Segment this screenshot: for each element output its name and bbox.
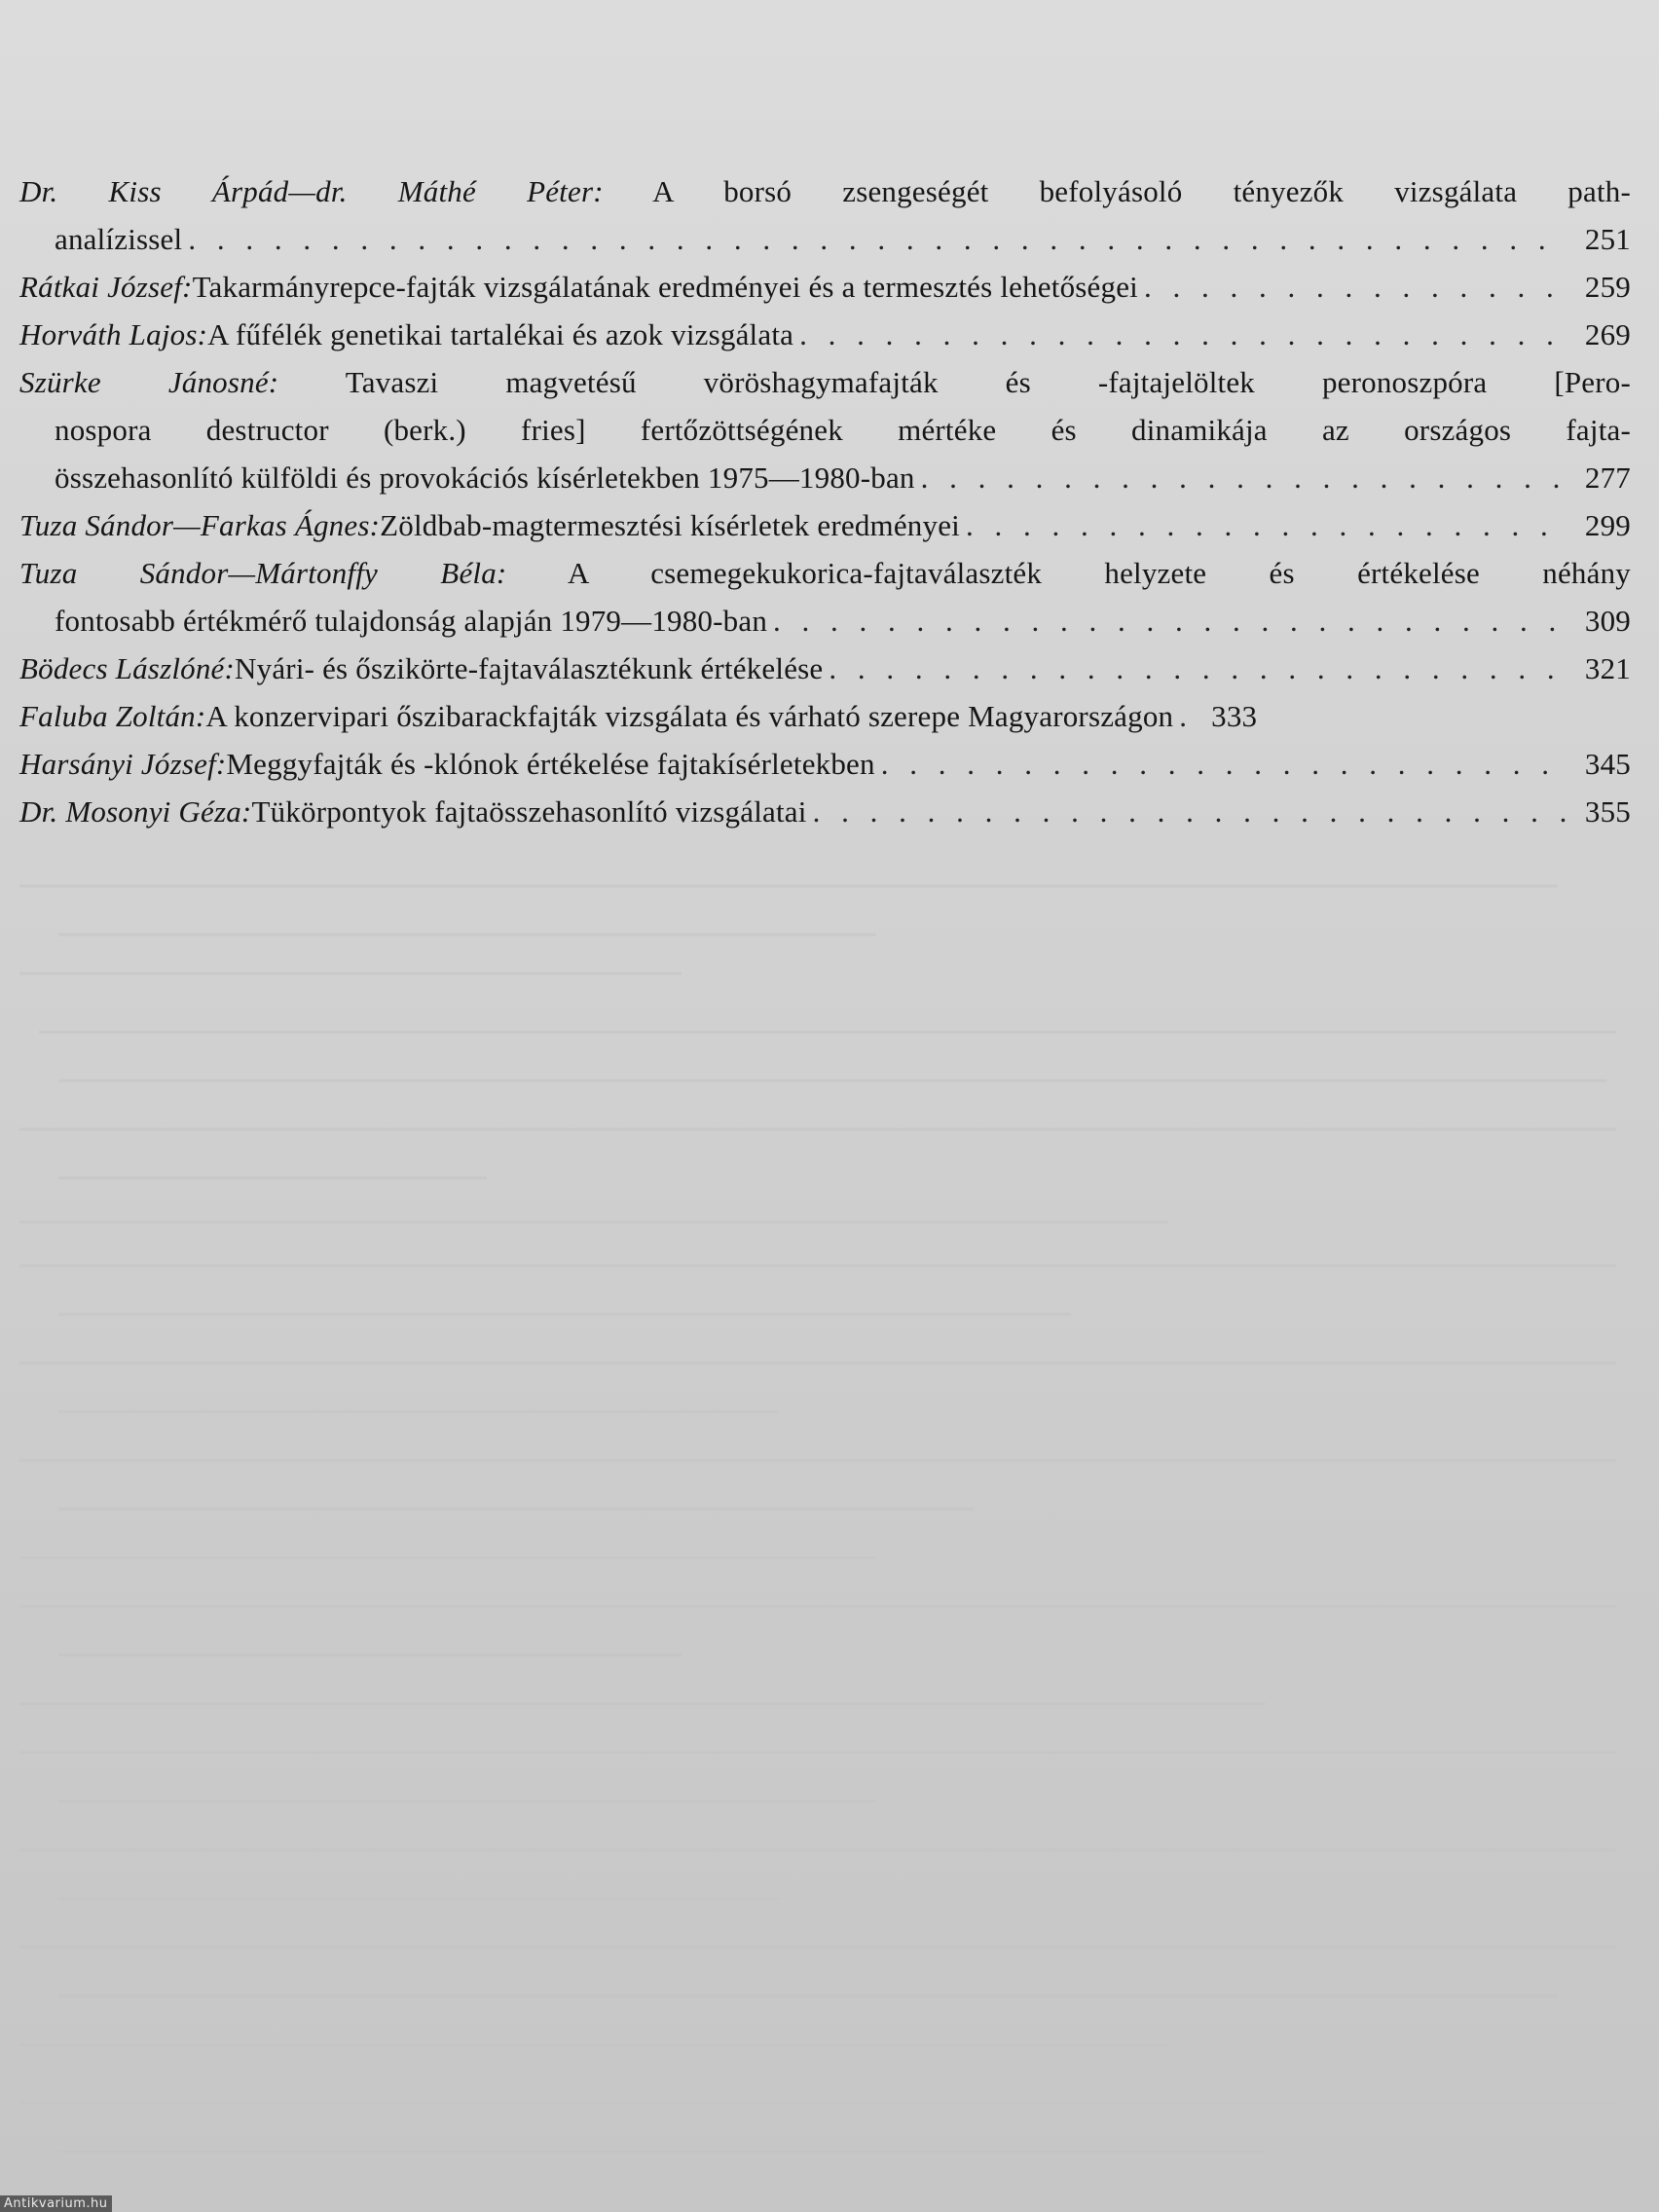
toc-page-number: 269 bbox=[1584, 317, 1631, 351]
toc-entry bbox=[19, 263, 1631, 311]
toc-entry-line bbox=[19, 692, 1631, 740]
dot-leader bbox=[1144, 263, 1567, 311]
toc-entry bbox=[19, 311, 1631, 358]
dot-leader bbox=[773, 597, 1567, 645]
toc-entry-line bbox=[19, 215, 1631, 263]
dot-leader bbox=[921, 454, 1567, 501]
dot-leader bbox=[966, 501, 1567, 549]
toc-author: Dr. Mosonyi Géza: bbox=[19, 794, 252, 829]
toc-page-number: 355 bbox=[1584, 794, 1631, 829]
toc-author: Harsányi József: bbox=[19, 747, 227, 781]
toc-title: összehasonlító külföldi és provokációs kísérletekben 1975—1980-ban bbox=[55, 461, 915, 495]
toc-entry-line bbox=[19, 263, 1631, 311]
toc-title: Zöldbab-magtermesztési kísérletek eredményei bbox=[380, 508, 960, 542]
toc-entry bbox=[19, 358, 1631, 501]
toc-page-number: 277 bbox=[1584, 461, 1631, 495]
toc-entry-line bbox=[19, 645, 1631, 692]
toc-entry bbox=[19, 692, 1631, 740]
toc-page-number: 299 bbox=[1584, 508, 1631, 542]
toc-page-number: 259 bbox=[1584, 270, 1631, 304]
toc-page-number: 251 bbox=[1584, 222, 1631, 256]
toc-page-number: 345 bbox=[1584, 747, 1631, 781]
toc-entry-line bbox=[19, 788, 1631, 835]
toc-entry bbox=[19, 549, 1631, 645]
toc-entry bbox=[19, 788, 1631, 835]
dot-leader bbox=[829, 645, 1567, 692]
toc-author: Tuza Sándor—Farkas Ágnes: bbox=[19, 508, 381, 542]
toc-author: Rátkai József: bbox=[19, 270, 193, 304]
toc-title: Tükörpontyok fajtaösszehasonlító vizsgálatai bbox=[251, 794, 807, 829]
toc-author: Szürke Jánosné: bbox=[19, 365, 279, 399]
toc-page-number: 333 bbox=[1211, 699, 1258, 733]
toc-author: Horváth Lajos: bbox=[19, 317, 208, 351]
toc-title: Tavaszi magvetésű vöröshagymafajták és -fajtajelöltek peronoszpóra [Pero- bbox=[278, 365, 1631, 399]
toc-entry-line bbox=[19, 501, 1631, 549]
toc-entry bbox=[19, 167, 1631, 263]
toc-entry bbox=[19, 501, 1631, 549]
toc-entry-line bbox=[19, 167, 1631, 215]
toc-title: A fűfélék genetikai tartalékai és azok vizsgálata bbox=[207, 317, 794, 351]
watermark-label: Antikvarium.hu bbox=[0, 2195, 112, 2212]
toc-author: Tuza Sándor—Mártonffy Béla: bbox=[19, 556, 507, 590]
toc-entry-line bbox=[19, 454, 1631, 501]
dot-leader bbox=[188, 215, 1567, 263]
toc-page-number: 309 bbox=[1584, 604, 1631, 638]
toc-title: A csemegekukorica-fajtaválaszték helyzete és értékelése néhány bbox=[506, 556, 1631, 590]
toc-entry bbox=[19, 740, 1631, 788]
toc-entry-line bbox=[19, 406, 1631, 454]
toc-title: Meggyfajták és -klónok értékelése fajtakísérletekben bbox=[226, 747, 875, 781]
toc-title: nospora destructor (berk.) fries] fertőzöttségének mértéke és dinamikája az országos fajta- bbox=[55, 413, 1631, 447]
toc-entry-line bbox=[19, 740, 1631, 788]
toc-entry bbox=[19, 645, 1631, 692]
toc-entry-line bbox=[19, 549, 1631, 597]
dot-leader bbox=[1179, 692, 1193, 740]
toc-author: Dr. Kiss Árpád—dr. Máthé Péter: bbox=[19, 174, 604, 208]
dot-leader bbox=[813, 788, 1567, 835]
toc-author: Bödecs Lászlóné: bbox=[19, 651, 236, 685]
toc-title: Takarmányrepce-fajták vizsgálatának eredményei és a termesztés lehetőségei bbox=[192, 270, 1138, 304]
toc-title: analízissel bbox=[55, 222, 183, 256]
table-of-contents bbox=[19, 167, 1631, 835]
toc-title: Nyári- és őszikörte-fajtaválasztékunk értékelése bbox=[235, 651, 824, 685]
toc-entry-line bbox=[19, 597, 1631, 645]
toc-entry-line bbox=[19, 311, 1631, 358]
toc-title: fontosabb értékmérő tulajdonság alapján 1979—1980-ban bbox=[55, 604, 768, 638]
toc-title: A konzervipari őszibarackfajták vizsgálata és várható szerepe Magyarországon bbox=[205, 699, 1174, 733]
toc-page-number: 321 bbox=[1584, 651, 1631, 685]
dot-leader bbox=[799, 311, 1567, 358]
dot-leader bbox=[881, 740, 1567, 788]
toc-title: A borsó zsengeségét befolyásoló tényezők vizsgálata path- bbox=[603, 174, 1631, 208]
toc-entry-line bbox=[19, 358, 1631, 406]
toc-author: Faluba Zoltán: bbox=[19, 699, 206, 733]
